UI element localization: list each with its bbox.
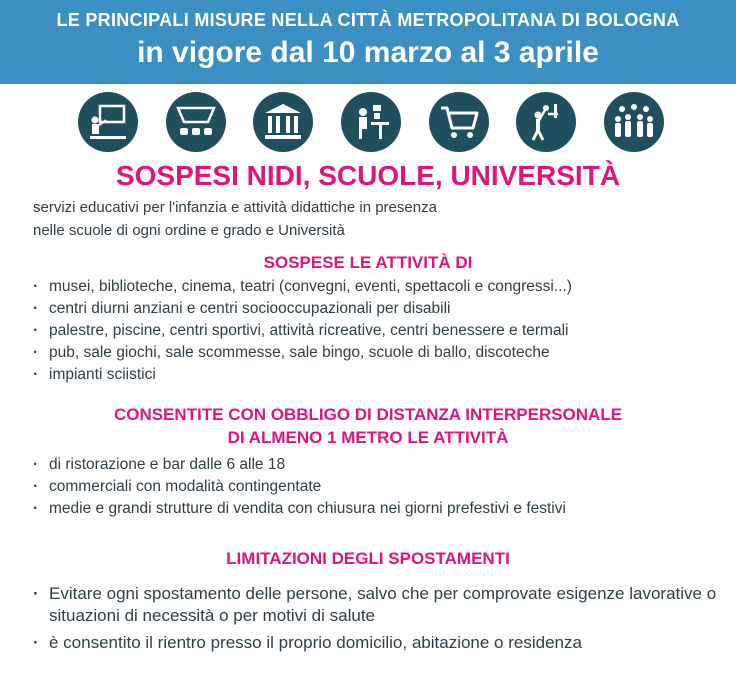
list-item: · commerciali con modalità contingentate (33, 476, 566, 498)
museum-icon (253, 92, 313, 152)
allowed-title-line2: DI ALMENO 1 METRO LE ATTIVITÀ (227, 428, 509, 447)
movement-title: LIMITAZIONI DEGLI SPOSTAMENTI (226, 549, 510, 568)
suspended-title: SOSPESE LE ATTIVITÀ DI (263, 253, 473, 272)
suspended-list (33, 276, 572, 386)
list-item: · medie e grandi strutture di vendita con chiusura nei giorni prefestivi e festivi (33, 498, 566, 520)
bar-icon (341, 92, 401, 152)
header-banner (0, 0, 736, 84)
list-item: · centri diurni anziani e centri sociooccupazionali per disabili (33, 298, 572, 320)
shopping-cart-icon (429, 92, 489, 152)
cinema-icon (166, 92, 226, 152)
allowed-title-line1: CONSENTITE CON OBBLIGO DI DISTANZA INTERPERSONALE (113, 405, 623, 424)
crowd-icon (604, 92, 664, 152)
classroom-icon (78, 92, 138, 152)
list-item: · Evitare ogni spostamento delle persone, salvo che per comprovate esigenze lavorative o situazioni di necessità o per motivi di salute (33, 583, 729, 627)
icon-row (78, 92, 664, 152)
list-item: · di ristorazione e bar dalle 6 alle 18 (33, 454, 566, 476)
list-item: · musei, biblioteche, cinema, teatri (convegni, eventi, spettacoli e congressi...) (33, 276, 572, 298)
schools-title: SOSPESI NIDI, SCUOLE, UNIVERSITÀ (115, 160, 621, 191)
basketball-icon (516, 92, 576, 152)
list-item: · impianti sciistici (33, 364, 572, 386)
movement-list (33, 583, 729, 659)
schools-text-line2: nelle scuole di ogni ordine e grado e Università (33, 222, 345, 239)
list-item: · palestre, piscine, centri sportivi, attività ricreative, centri benessere e termali (33, 320, 572, 342)
allowed-list (33, 454, 566, 520)
header-title: LE PRINCIPALI MISURE NELLA CITTÀ METROPOLITANA DI BOLOGNA (56, 10, 680, 30)
list-item: · è consentito il rientro presso il proprio domicilio, abitazione o residenza (33, 632, 729, 654)
list-item: · pub, sale giochi, sale scommesse, sale bingo, scuole di ballo, discoteche (33, 342, 572, 364)
header-dates: in vigore dal 10 marzo al 3 aprile (137, 36, 599, 69)
schools-text-line1: servizi educativi per l'infanzia e attività didattiche in presenza (33, 199, 437, 216)
